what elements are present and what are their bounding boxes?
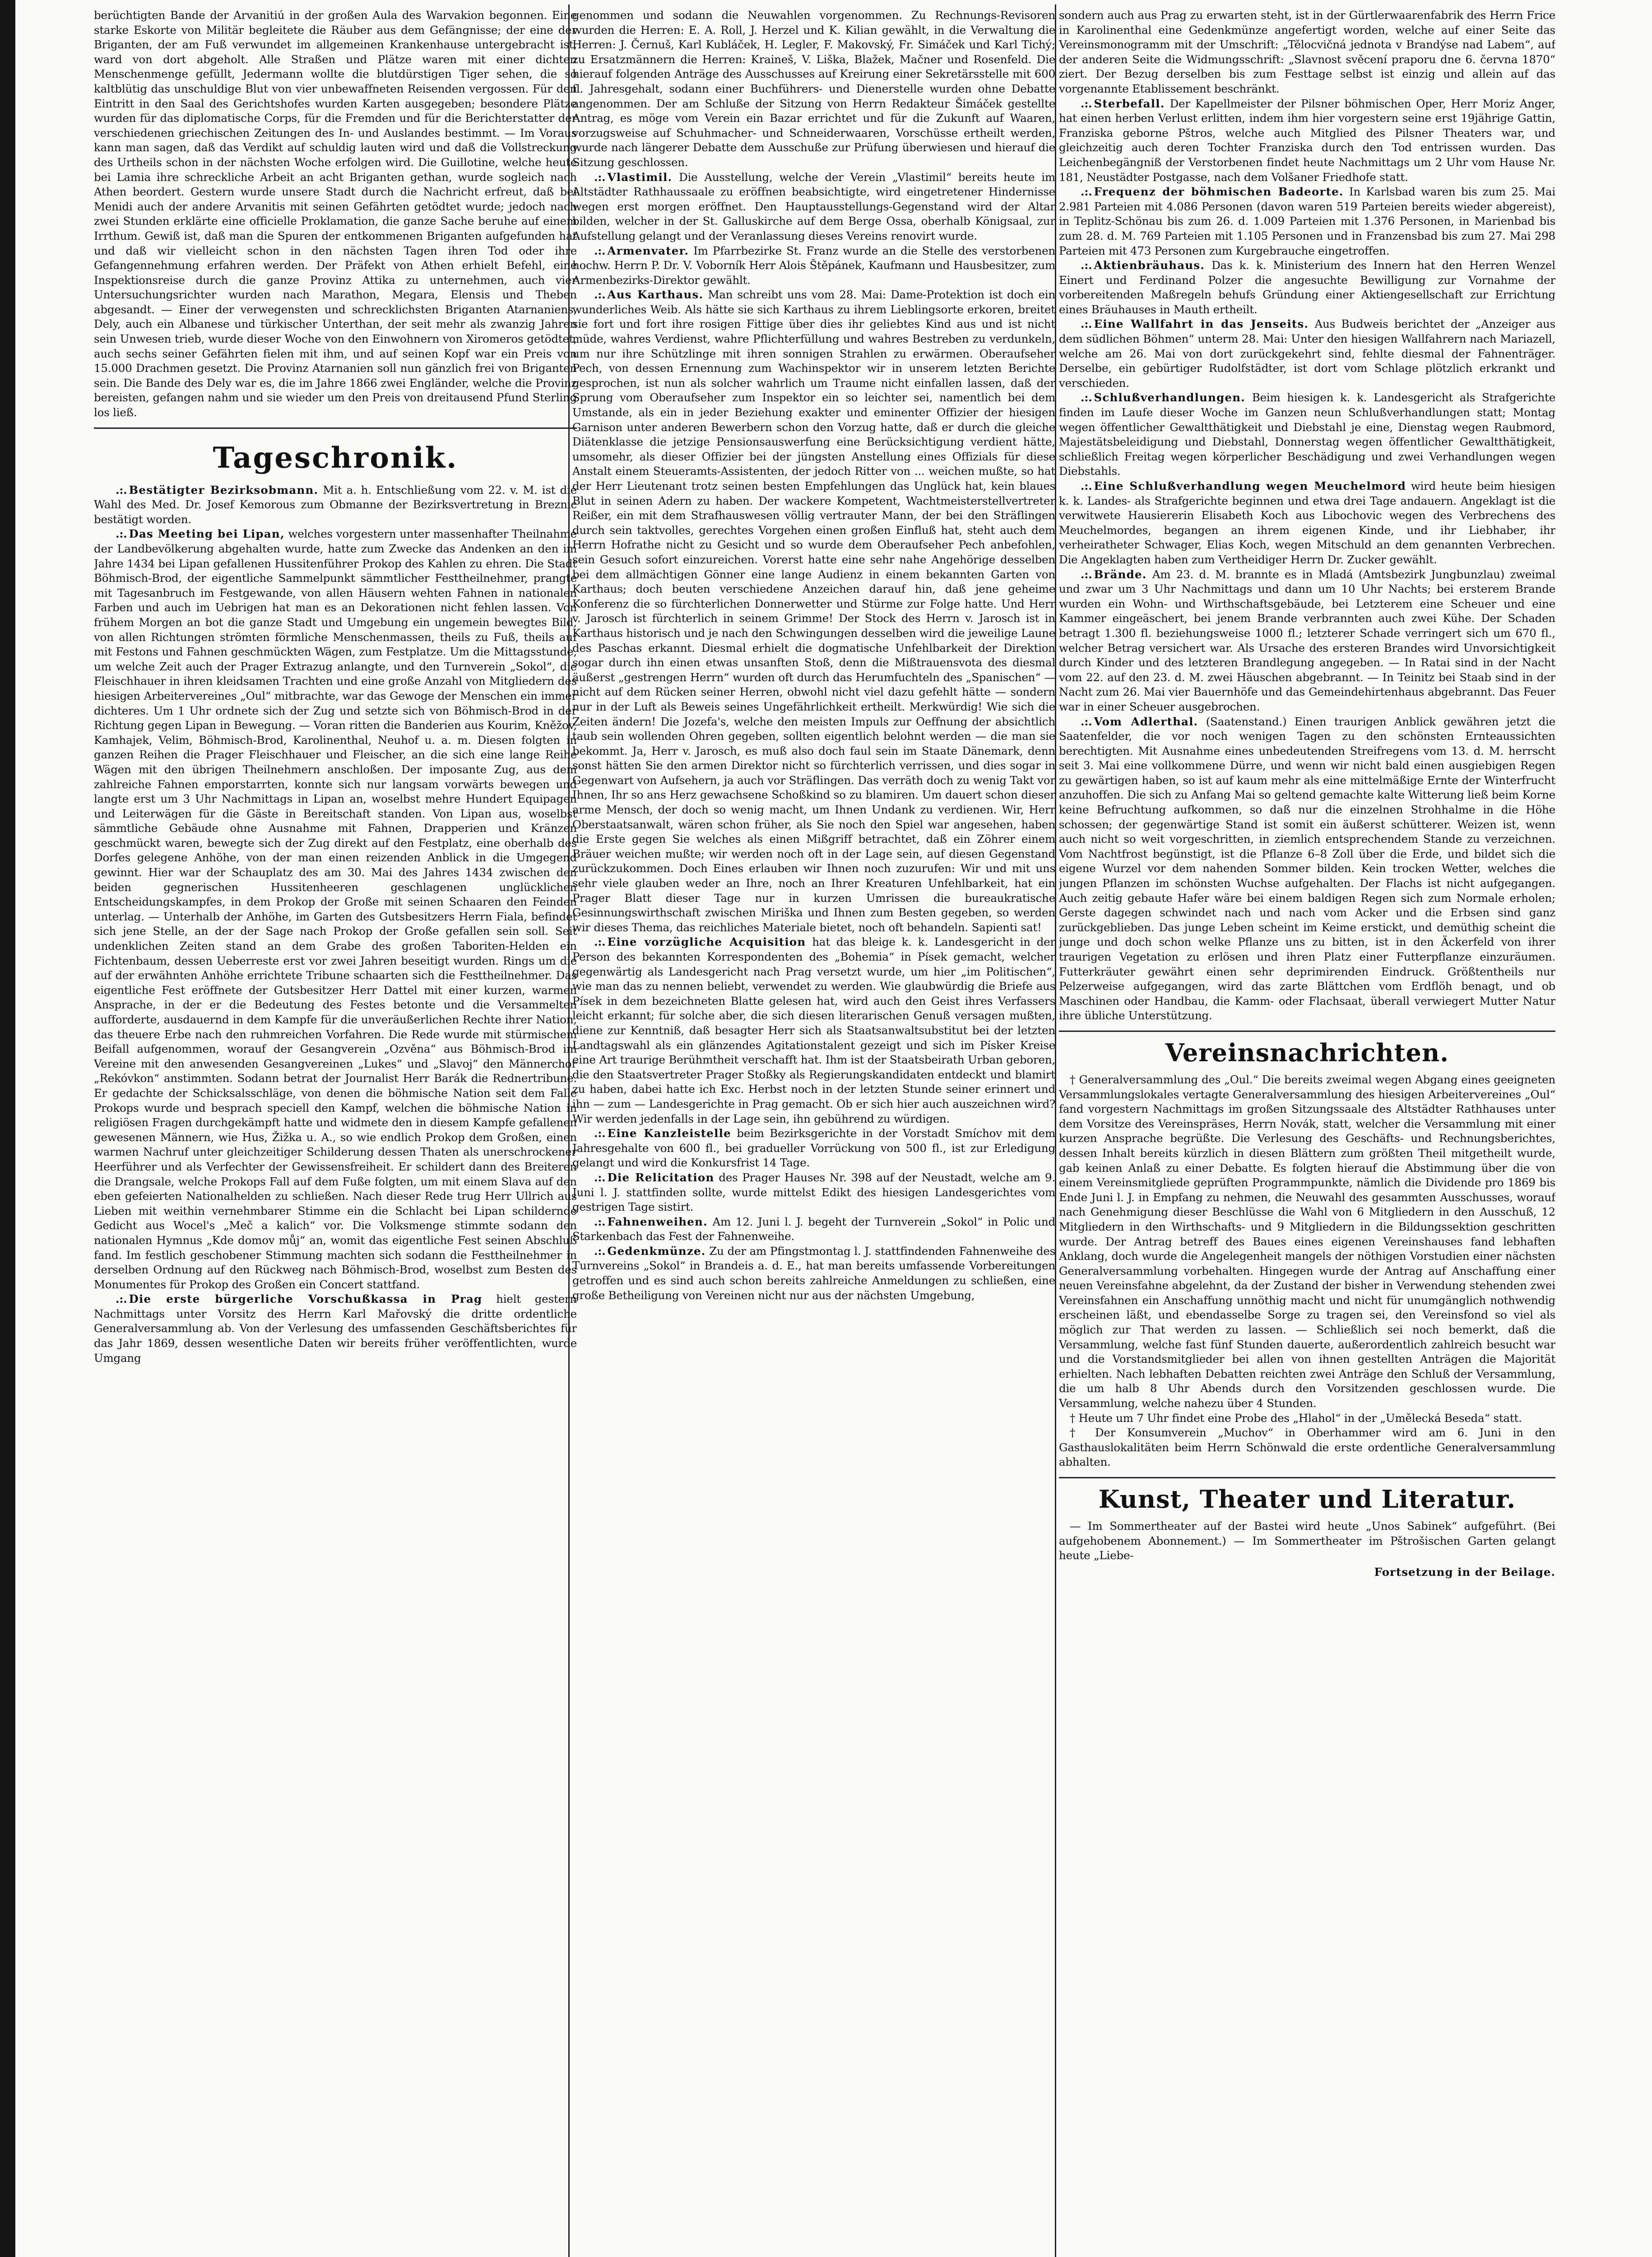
column-2 — [572, 8, 1055, 2257]
item-title: Vom Adlerthal. — [1094, 715, 1198, 728]
item-title: Brände. — [1094, 567, 1147, 581]
item-ornament: .:. — [1081, 259, 1092, 272]
item-title: Armenvater. — [607, 244, 689, 257]
item-title: Frequenz der böhmischen Badeorte. — [1094, 185, 1344, 199]
item-title: Die erste bürgerliche Vorschußkassa in Prag — [129, 1292, 483, 1306]
item-title: Aktienbräuhaus. — [1094, 259, 1205, 272]
section-heading: Tageschronik. — [213, 441, 458, 475]
item-title: Sterbefall. — [1094, 97, 1165, 110]
article-text: berüchtigten Bande der Arvanitiú in der großen Aula des Warvakion begonnen. Eine starke Eskorte von Militär begleitete die Räuber aus dem Gefängnisse; der eine der Briganten, der am Fuß verwundet im allgemeinen Krankenhause untergebracht ist, ward von dort abgeholt. Alle Straßen und Plätze waren mit einer dichten Menschenmenge gefüllt, Jedermann wollte die blutdürstigen Tiger sehen, die so kaltblütig das unschuldige Blut von vier unbewaffneten Reisenden vergossen. Für den Eintritt in den Saal des Gerichtshofes wurden Karten ausgegeben; besondere Plätze wurden für das diplomatische Corps, für die Fremden und für die Berichterstatter der verschiedenen griechischen Zeitungen des In- und Auslandes bestimmt. — Im Voraus kann man sagen, daß das Verdikt auf schuldig lauten wird und daß die Vollstreckung des Urtheils schon in der nächsten Woche erfolgen wird. Die Guillotine, welche heute bei Lamia ihre schreckliche Arbeit an acht Briganten gethan, wurde sogleich nach Athen beordert. Gestern wurde unsere Stadt durch die Nachricht erfreut, daß bei Menidi auch der andere Arvanitis mit seinen Gefährten getödtet wurde; jedoch nach zwei Stunden erklärte eine officielle Proklamation, die ganze Sache beruhe auf einem Irrthum. Gewiß ist, daß man die Spuren der entkommenen Briganten aufgefunden hat und daß wir vielleicht schon in den nächsten Tagen ihren Tod oder ihre Gefangennehmung erfahren werden. Der Präfekt von Athen erhielt Befehl, eine Inspektionsreise durch die ganze Provinz Attika zu unternehmen, auch vier Untersuchungsrichter wurden nach Marathon, Megara, Elensis und Theben abgesandt. — Einer der verwegensten und schrecklichsten Briganten Atarnaniens, Dely, auch ein Albanese und türkischer Unterthan, der seit mehr als zwanzig Jahren sein Unwesen trieb, wurde dieser Woche von den Einwohnern von Xiromeros getödtet, auch sechs seiner Gefährten fielen mit ihm, und auf seinen Kopf war ein Preis von 15.000 Drachmen gesetzt. Die Provinz Atarnanien soll nun gänzlich frei von Briganten sein. Die Bande des Dely war es, die im Jahre 1866 zwei Engländer, welche die Provinz bereisten, gefangen nahm und sie wieder um den Preis von dreitausend Pfund Sterling los ließ. — [94, 9, 577, 419]
item-ornament: .:. — [594, 1170, 606, 1184]
item-text: Der Kapellmeister der Pilsner böhmischen Oper, Herr Moriz Anger, hat einen herben Verlust erlitten, indem ihm hier vorgestern seine erst 19jährige Gattin, Franziska geborne Pštros, welche auch Mitglied des Pilsner Theaters war, und gleichzeitig auch deren Tochter Franziska durch den Tod entrissen wurden. Das Leichenbegängniß der Verstorbenen findet heute Nachmittags um 2 Uhr vom Hause Nr. 181, Neustädter Postgasse, nach dem Volšaner Friedhofe statt. — [1059, 97, 1555, 184]
item-text: Am 23. d. M. brannte es in Mladá (Amtsbezirk Jungbunzlau) zweimal und zwar um 3 Uhr Nachmittags und dann um 10 Uhr Nachts; bei ersterem Brande wurden ein Wohn- und Wirthschaftsgebäude, bei Letzterem eine Scheuer und eine Kammer eingeäschert, bei jenem Brande verbrannten auch zwei Kühe. Der Schaden betragt 1.300 fl. beziehungsweise 1000 fl.; letzterer Schade verringert sich um 670 fl., welcher Betrag versichert war. Als Ursache des ersteren Brandes wird Unvorsichtigkeit durch Kinder und des letzteren Brandlegung angegeben. — In Ratai sind in der Nacht vom 22. auf den 23. d. M. zwei Häuschen abgebrannt. — In Teinitz bei Staab sind in der Nacht zum 26. Mai vier Bauernhöfe und das Gemeindehirtenhaus abgebrannt. Das Feuer war in einer Scheuer ausgebrochen. — [1059, 567, 1555, 713]
item-title: Die Relicitation — [607, 1170, 715, 1184]
news-item — [94, 483, 577, 527]
column-3 — [1059, 8, 1555, 2257]
section-heading: Kunst, Theater und Literatur. — [1098, 1485, 1516, 1514]
item-text: beim Bezirksgerichte in der Vorstadt Smíchov mit dem Jahresgehalte von 600 fl., bei gradueller Vorrückung von 500 fl., ist zur Erledigung gelangt und wird die Konkursfrist 14 Tage. — [572, 1127, 1055, 1170]
item-text: Beim hiesigen k. k. Landesgericht als Strafgerichte finden im Laufe dieser Woche im Ganzen neun Schlußverhandlungen statt; Montag wegen öffentlicher Gewaltthätigkeit und Diebstahl je eine, Dienstag wegen Raubmord, Majestätsbeleidigung und Diebstahl, Donnerstag wegen öffentlicher Gewaltthätigkeit, schließlich Freitag wegen körperlicher Beschädigung und zwei Verhandlungen wegen Diebstahls. — [1059, 391, 1555, 478]
item-title: Eine Kanzleistelle — [607, 1127, 731, 1140]
item-title: Eine Wallfahrt in das Jenseits. — [1094, 317, 1309, 331]
item-text: Aus Budweis berichtet der „Anzeiger aus dem südlichen Böhmen“ unterm 28. Mai: Unter den hiesigen Wallfahrern nach Mariazell, welche am 26. Mai von dort zurückgekehrt sind, fehlte diesmal der Fahnenträger. Derselbe, ein gebürtiger Rudolfstädter, ist dort vom Schlage plötzlich erkrankt und verschieden. — [1059, 317, 1555, 390]
article-text: genommen und sodann die Neuwahlen vorgenommen. Zu Rechnungs-Revisoren wurden die Herren: E. A. Roll, J. Herzel und K. Kilian gewählt, in die Verwaltung die Herren: J. Černuš, Karl Kubláček, H. Legler, F. Makovský, Fr. Simáček und Karl Tichý; zu Ersatzmännern die Herren: Kraineš, V. Liška, Blažek, Mačner und Rosenfeld. Die hierauf folgenden Anträge des Ausschusses auf Kreirung einer Sekretärsstelle mit 600 fl. Jahresgehalt, sodann einer Buchführers- und Dienerstelle wurden ohne Debatte angenommen. Der am Schluße der Sitzung von Herrn Redakteur Šimáček gestellte Antrag, es möge vom Verein ein Bazar errichtet und für die Zukunft auf Waaren, vorzugsweise auf Schuhmacher- und Schneiderwaaren, Vorschüsse ertheilt werden, wurde nach längerer Debatte dem Ausschuße zur Prüfung überwiesen und hierauf die Sitzung geschlossen. — [572, 9, 1055, 169]
news-item — [94, 1292, 577, 1365]
item-ornament: .:. — [116, 483, 127, 497]
item-ornament: .:. — [1081, 97, 1092, 110]
divider — [1059, 1031, 1555, 1032]
news-item — [1059, 567, 1555, 715]
item-text: Mit a. h. Entschließung vom 22. v. M. ist die Wahl des Med. Dr. Josef Kemorous zum Obmanne der Bezirksvertretung in Breznic bestätigt worden. — [94, 483, 577, 526]
item-title: Eine vorzügliche Acquisition — [607, 935, 806, 949]
item-title: Aus Karthaus. — [607, 288, 704, 302]
news-item — [572, 1215, 1055, 1244]
club-news-item: † Generalversammlung des „Oul.“ Die bereits zweimal wegen Abgang eines geeigneten Versammlungslokales vertagte Generalversammlung des hiesigen Arbeitervereines „Oul“ fand vorgestern Nachmittags im großen Sitzungssaale des Altstädter Rathhauses unter dem Vorsitze des Vereinspräses, Herrn Novák, statt, welcher die Versammlung mit einer kurzen Ansprache begrüßte. Die Verlesung des Geschäfts- und Rechnungsberichtes, dessen Inhalt bereits kürzlich in diesen Blättern zum größten Theil mitgetheilt wurde, gab keinen Anlaß zu einer Debatte. Es folgten hierauf die Abstimmung über die von einem Vereinsmitgliede geprüften Programmpunkte, nämlich die Dividende pro 1869 bis Ende Juni l. J. in Empfang zu nehmen, die Neuwahl des gesammten Ausschusses, worauf nach Genehmigung dieser Beschlüsse die Wahl von 6 Mitgliedern in den Ausschuß, 12 Mitgliedern in den Wirthschafts- und 9 Mitgliedern in die Bildungssektion geschritten wurde. Der Antrag betreff des Baues eines eigenen Vereinshauses fand lebhaften Anklang, doch wurde die Angelegenheit mangels der nöthigen Vorstudien einer nächsten Generalversammlung vorbehalten. Hingegen wurde der Antrag auf Anschaffung einer neuen Vereinsfahne abgelehnt, da der Zustand der bisher in Verwendung stehenden zwei Vereinsfahnen ein Anschaffung unnöthig macht und nicht für unumgänglich nothwendig erscheinen läßt, und ebendasselbe Sorge zu tragen sei, den Vereinsfond so viel als möglich zur That werden zu lassen. — Schließlich sei noch bemerkt, daß die Versammlung, welche fast fünf Stunden dauerte, außerordentlich zahlreich besucht war und die Vorstandsmitglieder bei allen von ihnen gestellten Anträgen die Majorität erhielten. Nach lebhaften Debatten reichten zwei Anträge den Schluß der Versammlung, die um halb 8 Uhr Abends durch den Vorsitzenden geschlossen wurde. Die Versammlung, welche nahezu über 4 Stunden. — [1059, 1073, 1555, 1410]
section-heading: Vereinsnachrichten. — [1165, 1038, 1449, 1067]
item-title: Schlußverhandlungen. — [1094, 391, 1246, 404]
news-item — [572, 1244, 1055, 1303]
news-item — [1059, 185, 1555, 258]
item-ornament: .:. — [1081, 391, 1092, 404]
item-ornament: .:. — [1081, 185, 1092, 199]
news-item — [94, 527, 577, 1292]
item-title: Eine Schlußverhandlung wegen Meuchelmord — [1094, 479, 1406, 492]
item-text: Man schreibt uns vom 28. Mai: Dame-Protektion ist doch ein wunderliches Weib. Als hätte sie sich Karthaus zu ihrem Lieblingsorte erkoren, breitet sie fort und fort ihre rosigen Fittige über dies ihr geliebtes Kind aus und ist nicht müde, wahres Verdienst, wahre Pflichterfüllung und wahres Bestreben zu verdunkeln, um nur ihre Schützlinge mit ihren sonnigen Strahlen zu erwärmen. Oberaufseher Pech, von dessen Ernennung zum Wachinspektor wir in unserem letzten Berichte gesprochen, ist nun als solcher wahrlich um Traume nicht einfallen lassen, daß der Sprung vom Oberaufseher zum Inspektor ein so leichter sei, namentlich bei dem Umstande, als ein in jeder Beziehung exakter und eminenter Offizier der hiesigen Garnison unter anderen Bewerbern schon den Vorzug hatte, daß er durch die gleiche Diätenklasse die jetzige Pensionsauswerfung eine Berücksichtigung verdient hätte, umsomehr, als dieser Offizier bei der jüngsten Anstellung eines Offizials für diese Anstalt einem Steueramts-Assistenten, der jedoch Ritter von ... weichen mußte, so hat der Herr Lieutenant trotz seinen besten Empfehlungen das Unglück hat, kein blaues Blut in seinen Adern zu haben. Der wackere Kompetent, Wachtmeisterstellvertreter Reißer, ein mit dem Strafhauswesen völlig vertrauter Mann, der bei den Sträflingen durch sein taktvolles, gerechtes Vorgehen einen großen Einfluß hat, steht auch dem Herrn Hofrathe nicht zu Gesicht und so wurde dem Oberaufseher Pech anbefohlen, sein Gesuch sofort einzureichen. Vorerst hatte eine sehr nahe Angehörige desselben bei dem allmächtigen Gönner eine lange Audienz in einem bekannten Garten von Karthaus; doch beuten verschiedene Anzeichen darauf hin, daß jene geheime Konferenz die so fürchterlichen Donnerwetter und Stürme zur Folge hatte. Und Herr v. Jarosch ist fürchterlich in seinem Grimme! Der Stock des Herrn v. Jarosch ist in Karthaus historisch und je nach den Schwingungen desselben wird die jeweilige Laune des Paschas erkannt. Diesmal erhielt die dogmatische Unfehlbarkeit der Direktion sogar durch ihn einen etwas unsanften Stoß, denn die Mißtrauensvota des diesmal äußerst „gestrengen Herrn“ wurden oft durch das Herumfuchteln des „Spanischen“ — nicht auf dem Rücken seiner Herren, obwohl nicht viel dazu gefehlt hätte — sondern nur in der Luft als Beweis seines Ungefährlichkeit ertheilt. Merkwürdig! Wie sich die Zeiten ändern! Die Jozefa's, welche den meisten Impuls zur Oeffnung der absichtlich taub sein wollenden Ohren gegeben, sollten eigentlich belohnt werden — die man sie bekommt. Ja, Herr v. Jarosch, es muß also doch faul sein im Staate Dänemark, denn sonst hätten Sie den armen Direktor nicht so fürchterlich verrissen, und dies sogar in Gegenwart von Aufsehern, ja auch vor Sträflingen. Das verräth doch zu wenig Takt vor Ihnen, Ihr so ans Herz gewachsene Schoßkind so zu blamiren. Um dauert schon dieser arme Mensch, der doch so wenig macht, um Ihnen Undank zu verdienen. Wir, Herr Oberstaatsanwalt, wären schon früher, als Sie noch den Spiel war angesehen, haben die Erste gegen Sie welches als einen Mißgriff betrachtet, daß ein Zöhrer einem Bräuer weichen mußte; wir werden noch oft in der Lage sein, auf diesen Gegenstand zurückzukommen. Doch Eines erlauben wir Ihnen noch zuzurufen: Wir und mit uns sehr viele glauben weder an Ihre, noch an Ihrer Kreaturen Unfehlbarkeit, hat ein Prager Blatt dieser Tage nur in kurzen Umrissen die bureaukratische Gesinnungswirthschaft zwischen Miriška und Ihnen zum Besten gegeben, so werden wir dieses Thema, das reichliches Materiale bietet, noch oft behandeln. Sapienti sat! — [572, 288, 1055, 934]
news-item — [1059, 317, 1555, 390]
item-text: des Prager Hauses Nr. 398 auf der Neustadt, welche am 9. Juni l. J. stattfinden sollte, wurde mittelst Edikt des hiesigen Landesgerichtes vom gestrigen Tage sistirt. — [572, 1170, 1055, 1214]
item-ornament: .:. — [1081, 479, 1092, 492]
item-ornament: .:. — [594, 288, 606, 302]
club-news — [1059, 1073, 1555, 1470]
divider — [94, 427, 577, 429]
news-item — [1059, 97, 1555, 185]
news-item — [572, 170, 1055, 244]
item-text: wird heute beim hiesigen k. k. Landes- als Strafgerichte beginnen und etwa drei Tage andauern. Angeklagt ist die verwitwete Hausiererin Elisabeth Koch aus Libochovic wegen des Verbrechens des Meuchelmordes, begangen an ihrem eigenen Kinde, und ihr Liebhaber, ihr verheiratheter Schwager, Elias Koch, wegen Mitschuld an dem genannten Verbrechen. Die Angeklagten haben zum Vertheidiger Herrn Dr. Zucker gewählt. — [1059, 479, 1555, 566]
item-text: Am 12. Juni l. J. begeht der Turnverein „Sokol“ in Polic und Starkenbach das Fest der Fahnenweihe. — [572, 1215, 1055, 1243]
news-item — [572, 935, 1055, 1126]
item-ornament: .:. — [1081, 715, 1092, 728]
item-text: Zu der am Pfingstmontag l. J. stattfindenden Fahnenweihe des Turnvereins „Sokol“ in Brandeis a. d. E., hat man bereits umfassende Vorbereitungen getroffen und es sind auch schon bereits zahlreiche Anmeldungen zu schließen, eine große Betheiligung von Vereinen nicht nur aus der nächsten Umgebung, — [572, 1244, 1055, 1302]
item-ornament: .:. — [594, 1244, 606, 1258]
item-text: hielt gestern Nachmittags unter Vorsitz des Herrn Karl Mařovský die dritte ordentliche Generalversammlung ab. Von der Verlesung des umfassenden Geschäftsberichtes für das Jahr 1869, dessen wesentliche Daten wir bereits früher veröffentlichten, wurde Umgang — [94, 1292, 577, 1365]
item-text: (Saatenstand.) Einen traurigen Anblick gewähren jetzt die Saatenfelder, die vor noch wenigen Tagen zu den schönsten Ernteaussichten berechtigten. Mit Ausnahme eines unbedeutenden Streifregens vom 13. d. M. herrscht seit 3. Mai eine vollkommene Dürre, und wenn wir nicht bald einen ausgiebigen Regen zu gewärtigen haben, so ist auf kaum mehr als eine mittelmäßige Ernte der Winterfrucht anzuhoffen. Die sich zu Anfang Mai so geltend gemachte kalte Witterung ließ beim Korne keine Befruchtung aufkommen, so daß nur die einzelnen Strohhalme in die Höhe schossen; der gegenwärtige Stand ist somit ein äußerst schütterer. Weizen ist, wenn auch nicht so weit vorgeschritten, in ziemlich entsprechendem Stande zu verzeichnen. Vom Nachtfrost begünstigt, ist die Pflanze 6–8 Zoll über die Erde, und bildet sich die eigene Wurzel vor dem nahenden Sommer bilden. Kein trocken Wetter, welches die jungen Pflanzen im schönsten Wuchse aufgehalten. Der Flachs ist nicht aufgegangen. Auch zeitig gebaute Hafer wäre bei einem baldigen Regen sich zum Normale erholen; Gerste dagegen schwindet nach und nach vom Acker und die Erbsen sind ganz zurückgeblieben. Das junge Leben scheint im Keime erstickt, und demüthig scheint die junge und doch schon welke Pflanze uns zu bitten, ist in den Äckerfeld von ihrer traurigen Vegetation zu erlösen und ihren Platz einer Futterpflanze einzuräumen. Futterkräuter gewährt einen sehr deprimirenden Eindruck. Größtentheils nur Pelzerweise aufgegangen, wird das zarte Blättchen vom Erdflöh benagt, und ob Maschinen oder Handbau, die Kamm- oder Flachsaat, überall verwiegert Mutter Natur ihre übliche Unterstützung. — [1059, 715, 1555, 1022]
item-ornament: .:. — [116, 1292, 127, 1306]
scan-edge — [0, 0, 15, 2257]
news-item — [1059, 715, 1555, 1023]
item-ornament: .:. — [116, 527, 127, 541]
news-item — [572, 1170, 1055, 1215]
article-text: — Im Sommertheater auf der Bastei wird heute „Unos Sabinek“ aufgeführt. (Bei aufgehobenem Abonnement.) — Im Sommertheater im Pštrošischen Garten gelangt heute „Liebe- — [1059, 1519, 1555, 1562]
article-text: sondern auch aus Prag zu erwarten steht, ist in der Gürtlerwaarenfabrik des Herrn Frice in Karolinenthal eine Gedenkmünze angefertigt worden, welche auf einer Seite das Vereinsmonogramm mit der Umschrift: „Tělocvičná jednota v Brandýse nad Labem“, auf der anderen Seite die Widmungsschrift: „Slavnost svěcení praporu dne 6. června 1870“ ziert. Der Bezug derselben bis zum Festtage selbst ist einzig und allein auf das vorgenannte Etablissement beschränkt. — [1059, 9, 1555, 95]
news-item — [572, 1126, 1055, 1170]
item-text: Das k. k. Ministerium des Innern hat den Herren Wenzel Einert und Ferdinand Polzer die angesuchte Bewilligung zur Vornahme der vorbereitenden Maßregeln behufs Gründung einer Aktiengesellschaft zur Errichtung eines Bräuhauses in Mauth ertheilt. — [1059, 259, 1555, 316]
news-item — [572, 288, 1055, 935]
club-news-item: † Der Konsumverein „Muchov“ in Oberhammer wird am 6. Juni in den Gasthauslokalitäten beim Herrn Schönwald die erste ordentliche Generalversammlung abhalten. — [1059, 1426, 1555, 1469]
item-ornament: .:. — [594, 1215, 606, 1228]
item-text: welches vorgestern unter massenhafter Theilnahme der Landbevölkerung abgehalten wurde, hatte zum Zwecke das Andenken an den im Jahre 1434 bei Lipan gefallenen Hussitenführer Prokop des Kahlen zu ehren. Die Stadt Böhmisch-Brod, der eigentliche Sammelpunkt sämmtlicher Festtheilnehmer, prangte mit Tagesanbruch im Festgewande, von allen Häusern wehten Fahnen in nationalen Farben und auch im Uebrigen hat man es an Dekorationen nicht fehlen lassen. Von frühem Morgen an bot die ganze Stadt und Umgebung ein ungemein bewegtes Bild, von allen Richtungen strömten förmliche Menschenmassen, theils zu Fuß, theils auf mit Festons und Fahnen geschmückten Wägen, zum Festplatze. Um die Mittagsstunde, um welche Zeit auch der Prager Extrazug anlangte, und den Turnverein „Sokol“, die Fleischhauer in ihren kleidsamen Trachten und eine große Anzahl von Mitgliedern des hiesigen Arbeitervereines „Oul“ mitbrachte, war das Gewoge der Menschen ein immer dichteres. Um 1 Uhr ordnete sich der Zug und setzte sich von Böhmisch-Brod in der Richtung gegen Lipan in Bewegung. — Voran ritten die Banderien aus Kourim, Kněžov, Kamhajek, Velim, Böhmisch-Brod, Karolinenthal, Neuhof u. a. m. Diesen folgten in ganzen Reihen die Prager Fleischhauer und Fleischer, an die sich eine lange Reihe Wägen mit den übrigen Theilnehmern anschloßen. Der imposante Zug, aus dem zahlreiche Fahnen emporstarrten, konnte sich nur langsam vorwärts bewegen und langte erst um 3 Uhr Nachmittags in Lipan an, woselbst mehre Hundert Equipagen und Leiterwägen für die Gäste in Bereitschaft standen. Von Lipan aus, woselbst sämmtliche Gebäude ohne Ausnahme mit Fahnen, Drapperien und Kränzen geschmückt waren, bewegte sich der Zug direkt auf den Festplatz, eine oberhalb des Dorfes gelegene Anhöhe, von der man einen reizenden Anblick in die Umgegend gewinnt. Hier war der Schauplatz des am 30. Mai des Jahres 1434 zwischen den beiden gegnerischen Hussitenheeren geschlagenen unglücklichen Entscheidungskampfes, in dem Prokop der Große mit seinen Schaaren den Feinden unterlag. — Unterhalb der Anhöhe, im Garten des Gutsbesitzers Herrn Fiala, befindet sich jene Stelle, an der der Sage nach Prokop der Große gefallen sein soll. Seit undenklichen Zeiten stand an dem Grabe des großen Taboriten-Helden ein Fichtenbaum, dessen Ueberreste erst vor zwei Jahren beseitigt wurden. Rings um die auf der erwähnten Anhöhe errichtete Tribune schaarten sich die Festtheilnehmer. Das eigentliche Fest eröffnete der Gutsbesitzer Herr Dattel mit einer kurzen, warmen Ansprache, in der er die Bedeutung des Festes betonte und die Versammelten aufforderte, ausdauernd in dem Kampfe für die unveräußerlichen Rechte ihrer Nation, das theuere Erbe nach den ruhmreichen Vorfahren. Die Rede wurde mit stürmischem Beifall aufgenommen, worauf der Gesangverein „Ozvěna“ aus Böhmisch-Brod im Vereine mit den anwesenden Gesangvereinen „Lukes“ und „Slavoj“ den Männerchor „Rekóvkon“ anstimmten. Sodann betrat der Journalist Herr Barák die Rednertribune. Er gedachte der Schicksalsschläge, von denen die böhmische Nation seit dem Falle Prokops wurde und besprach speciell den Kampf, welchen die böhmische Nation in religiösen Fragen durchgekämpft hatte und widmete den in diesem Kampfe gefallenen gewesenen Männern, wie Hus, Žižka u. A., so wie endlich Prokop dem Großen, einen warmen Nachruf unter gleichzeitiger Schilderung dessen Thaten als unerschrockener Heerführer und als Verfechter der Gewissensfreiheit. Er schildert dann des Breiteren die Drangsale, welche Prokops Fall auf dem Fuße folgten, um mit einem Slava auf den eben gefeierten Nationalhelden zu schließen. Nach dieser Rede trug Herr Ullrich aus Lieben mit weithin vernehmbarer Stimme ein die Schlacht bei Lipan schildernde Gedicht aus Wocel's „Meč a kalich“ vor. Die Volksmenge stimmte sodann den nationalen Hymnus „Kde domov můj“ an, womit das eigentliche Fest seinen Abschluß fand. Im festlich geschobener Stimmung machten sich sodann die Festtheilnehmer in derselben Ordnung auf den Rückweg nach Böhmisch-Brod, woselbst zum Besten des Monumentes für Prokop des Großen ein Concert stattfand. — [94, 527, 577, 1291]
item-ornament: .:. — [594, 935, 606, 949]
item-title: Fahnenweihen. — [607, 1215, 708, 1228]
news-item — [1059, 258, 1555, 317]
item-text: Die Ausstellung, welche der Verein „Vlastimil“ bereits heute im Altstädter Rathhaussaale zu eröffnen beabsichtigte, wird eingetretener Hindernisse wegen erst morgen eröffnet. Den Hauptausstellungs-Gegenstand wird der Altar bilden, welcher in der St. Galluskirche auf dem Berge Ossa, oberhalb Königsaal, zur Aufstellung gelangt und der Veranlassung dieses Vereins renovirt wurde. — [572, 170, 1055, 242]
news-item — [1059, 390, 1555, 479]
item-title: Das Meeting bei Lipan, — [129, 527, 285, 541]
item-title: Gedenkmünze. — [607, 1244, 706, 1258]
item-ornament: .:. — [1081, 317, 1092, 331]
continued-note: Fortsetzung in der Beilage. — [1374, 1565, 1555, 1579]
item-title: Bestätigter Bezirksobmann. — [129, 483, 319, 497]
item-ornament: .:. — [1081, 567, 1092, 581]
item-ornament: .:. — [594, 1127, 606, 1140]
news-items — [94, 483, 577, 1366]
divider — [1059, 1477, 1555, 1478]
club-news-item: † Heute um 7 Uhr findet eine Probe des „Hlahol“ in der „Umělecká Beseda“ statt. — [1070, 1411, 1522, 1425]
item-title: Vlastimil. — [607, 170, 673, 184]
news-items — [1059, 97, 1555, 1023]
news-items — [572, 170, 1055, 1303]
item-ornament: .:. — [594, 244, 606, 257]
column-1 — [94, 8, 577, 2257]
item-text: hat das bleige k. k. Landesgericht in der Person des bekannten Korrespondenten des „Bohemia“ in Písek gemacht, welcher gegenwärtig als Landesgericht nach Prag versetzt wurde, um hier „im Politischen“, wie man das zu nennen beliebt, verwendet zu werden. Wie glaubwürdig die Briefe aus Písek in dem bezeichneten Blatte gelesen hat, wird auch den Geist ihres Verfassers leicht erkannt; für solche aber, die sich diesen literarischen Genuß versagen mußten, diene zur Kenntniß, daß besagter Herr sich als Staatsanwaltsubstitut bei der letzten Landtagswahl als ein glänzendes Agitationstalent gezeigt und sich im Písker Kreise eine Art traurige Berühmtheit verschafft hat. Ihm ist der Staatsbeirath Urban geboren, die den Staatsvertreter Prager Stoßky als Regierungskandidaten entdeckt und blamirt zu haben, dabei hatte ich Exc. Herbst noch in der letzten Stunde seiner erinnert und ihn — zum — Landesgerichte in Prag gemacht. Ob er sich hier auch auszeichnen wird? Wir werden jedenfalls in der Lage sein, ihn gebührend zu würdigen. — [572, 935, 1055, 1125]
item-text: Im Pfarrbezirke St. Franz wurde an die Stelle des verstorbenen hochw. Herrn P. Dr. V. Voborník Herr Alois Štěpánek, Kaufmann und Hausbesitzer, zum Armenbezirks-Direktor gewählt. — [572, 244, 1055, 287]
item-ornament: .:. — [594, 170, 606, 184]
news-item — [1059, 479, 1555, 567]
news-item — [572, 244, 1055, 288]
item-text: In Karlsbad waren bis zum 25. Mai 2.981 Parteien mit 4.086 Personen (davon waren 519 Parteien bereits wieder abgereist), in Teplitz-Schönau bis zum 26. d. 1.009 Parteien mit 1.376 Personen, in Marienbad bis zum 28. d. M. 769 Parteien mit 1.105 Personen und in Franzensbad bis zum 27. Mai 298 Parteien mit 473 Personen zum Kurgebrauche eingetroffen. — [1059, 185, 1555, 257]
